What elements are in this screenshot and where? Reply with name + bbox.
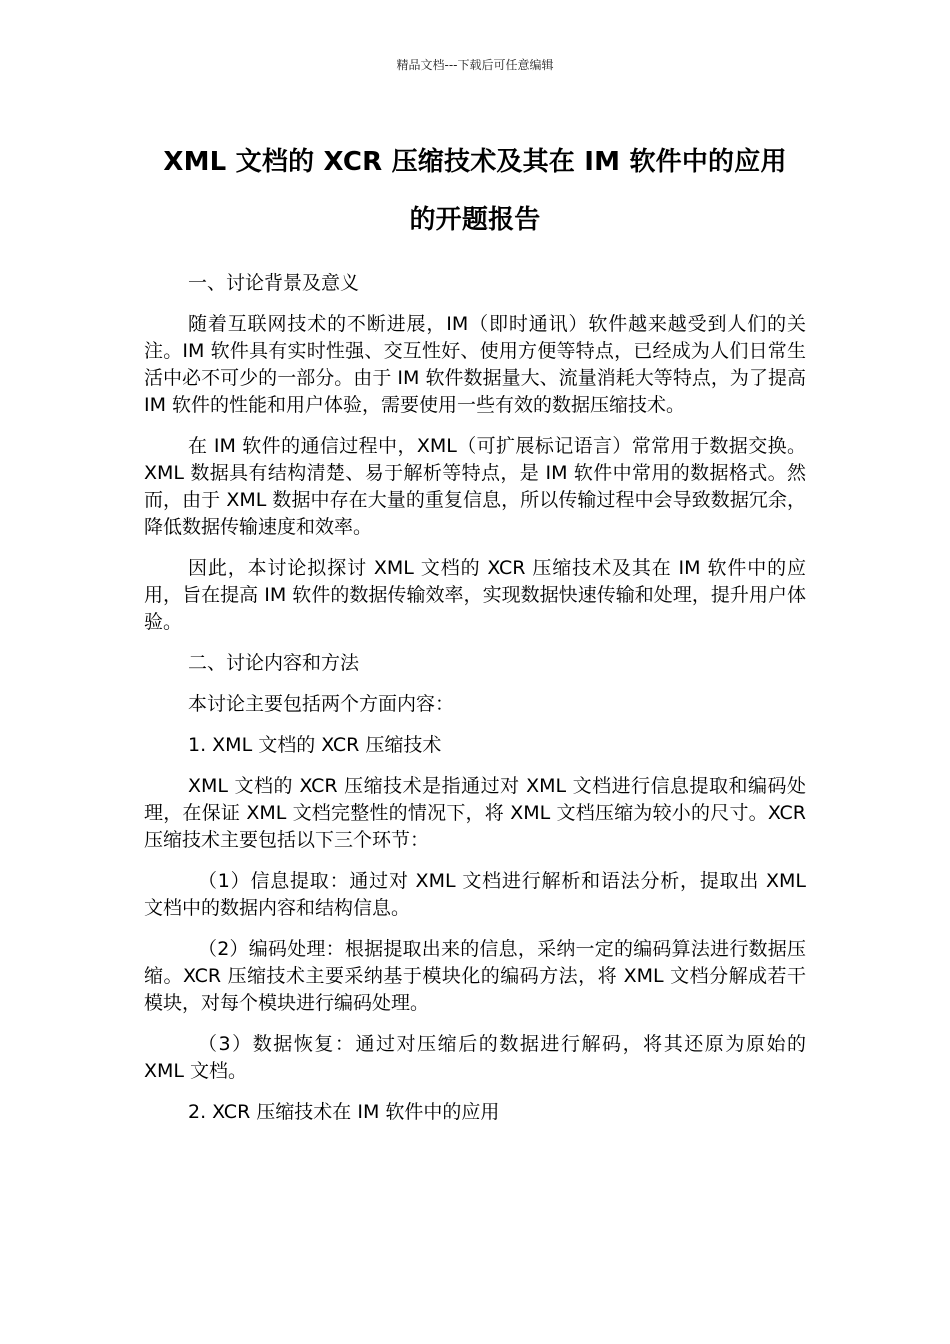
- subheading-im-application: 2. XCR 压缩技术在 IM 软件中的应用: [188, 1101, 500, 1123]
- title-line-2: 的开题报告: [409, 205, 541, 235]
- paragraph-overview: 本讨论主要包括两个方面内容：: [188, 693, 455, 715]
- list-item-encoding: （2）编码处理：根据提取出来的信息，采纳一定的编码算法进行数据压缩。XCR 压缩技术主要采纳基于模块化的编码方法，将 XML 文档分解成若干模块，对每个模块进行编码处理。: [144, 938, 806, 1014]
- paragraph-xcr-description: XML 文档的 XCR 压缩技术是指通过对 XML 文档进行信息提取和编码处理，在保证 XML 文档完整性的情况下，将 XML 文档压缩为较小的尺寸。XCR 压缩技术主要包括以下三个环节：: [144, 775, 806, 851]
- subheading-xcr-technique: 1. XML 文档的 XCR 压缩技术: [188, 734, 442, 756]
- list-item-extraction: （1）信息提取：通过对 XML 文档进行解析和语法分析，提取出 XML 文档中的数据内容和结构信息。: [144, 870, 806, 919]
- paragraph-goal: 因此，本讨论拟探讨 XML 文档的 XCR 压缩技术及其在 IM 软件中的应用，旨在提高 IM 软件的数据传输效率，实现数据快速传输和处理，提升用户体验。: [144, 557, 806, 633]
- section-heading-background: 一、讨论背景及意义: [188, 272, 360, 294]
- document-body: [144, 270, 806, 1140]
- header-note: 精品文档---下载后可任意编辑: [396, 58, 554, 72]
- document-title: [144, 133, 806, 249]
- list-item-recovery: （3）数据恢复：通过对压缩后的数据进行解码，将其还原为原始的 XML 文档。: [144, 1033, 806, 1082]
- paragraph-xml-usage: 在 IM 软件的通信过程中，XML（可扩展标记语言）常常用于数据交换。XML 数据具有结构清楚、易于解析等特点，是 IM 软件中常用的数据格式。然而，由于 XML 数据中存在大量的重复信息，所以传输过程中会导致数据冗余，降低数据传输速度和效率。: [144, 435, 806, 538]
- paragraph-intro: 随着互联网技术的不断进展，IM（即时通讯）软件越来越受到人们的关注。IM 软件具有实时性强、交互性好、使用方便等特点，已经成为人们日常生活中必不可少的一部分。由于 IM 软件数据量大、流量消耗大等特点，为了提高 IM 软件的性能和用户体验，需要使用一些有效的数据压缩技术。: [144, 313, 806, 416]
- section-heading-methods: 二、讨论内容和方法: [188, 652, 360, 674]
- title-line-1: XML 文档的 XCR 压缩技术及其在 IM 软件中的应用: [163, 147, 787, 177]
